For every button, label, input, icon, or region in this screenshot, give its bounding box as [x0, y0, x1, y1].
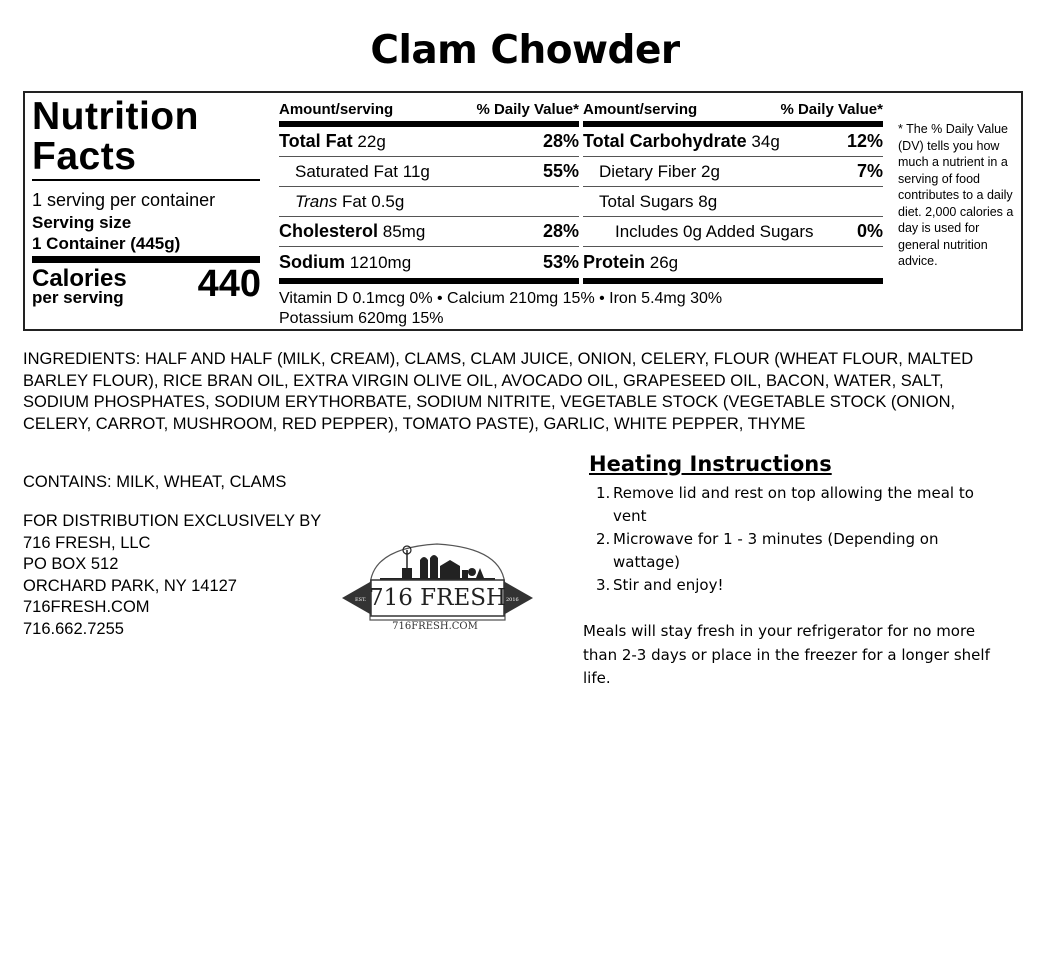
per-serving-label: per serving: [32, 288, 124, 307]
nutrient-name: Total Sugars: [599, 191, 694, 211]
nutrient-name: Trans: [295, 191, 338, 211]
nutrient-row-cholesterol: [279, 217, 579, 247]
nutrient-amount: 26g: [649, 252, 679, 272]
nutrient-name: Total Carbohydrate: [583, 131, 747, 151]
nutrient-name: Dietary Fiber: [599, 161, 697, 181]
nutrient-column-2: [583, 97, 883, 284]
amount-header: Amount/serving: [279, 100, 394, 118]
distributor-website: 716FRESH.COM: [23, 598, 150, 616]
heating-instructions-title: Heating Instructions: [589, 452, 832, 476]
nutrient-amount: 2g: [701, 161, 720, 181]
nutrient-row-sodium: [279, 247, 579, 277]
nutrient-name: Includes 0g Added Sugars: [615, 221, 814, 241]
nutrition-heading-line2: Facts: [32, 135, 137, 178]
product-title: Clam Chowder: [370, 28, 680, 73]
heating-steps: [593, 482, 993, 597]
nutrition-heading-line1: Nutrition: [32, 95, 199, 138]
daily-value-header: % Daily Value*: [780, 100, 883, 118]
step-number: 3.: [596, 576, 611, 594]
nutrition-facts-heading: [32, 97, 199, 177]
nutrient-name: Sodium: [279, 251, 345, 272]
column-header: [279, 97, 579, 121]
step-text: Remove lid and rest on top allowing the meal to vent: [613, 484, 974, 525]
heating-step: [593, 528, 993, 574]
nutrient-amount: 11g: [402, 161, 430, 181]
nutrient-row-saturated-fat: [279, 157, 579, 187]
step-number: 1.: [596, 484, 611, 502]
logo-est-text: EST.: [355, 597, 367, 603]
nutrient-amount: 1210mg: [349, 252, 412, 272]
distributor-phone: 716.662.7255: [23, 619, 124, 638]
serving-size-value: 1 Container (445g): [32, 234, 181, 253]
nutrient-dv: 55%: [542, 161, 579, 181]
nutrient-name: Total Fat: [279, 131, 353, 151]
divider: [32, 179, 260, 181]
nutrient-row-dietary-fiber: [583, 157, 883, 187]
daily-value-header: % Daily Value*: [476, 100, 579, 118]
nutrient-row-total-sugars: [583, 187, 883, 217]
nutrient-dv: 7%: [856, 161, 883, 181]
nutrient-amount: 0.5g: [371, 191, 405, 211]
nutrient-dv: 12%: [846, 131, 883, 151]
column-header: [583, 97, 883, 121]
distributor-line: FOR DISTRIBUTION EXCLUSIVELY BY: [23, 512, 322, 530]
nutrient-dv: 53%: [542, 251, 579, 272]
nutrient-name: Cholesterol: [279, 221, 379, 241]
distributor-info: [23, 511, 321, 640]
vitamins-line: Vitamin D 0.1mcg 0% • Calcium 210mg 15% • Iron 5.4mg 30%: [279, 290, 723, 307]
vitamins-minerals: [279, 289, 722, 329]
logo-year-text: 2016: [506, 597, 519, 603]
calories-value: 440: [197, 263, 261, 305]
nutrient-row-trans-fat: [279, 187, 579, 217]
nutrient-amount: 8g: [698, 191, 718, 211]
logo-brand-text: 716 FRESH: [368, 585, 507, 611]
thick-divider: [583, 278, 883, 284]
nutrient-dv: 28%: [542, 221, 579, 241]
allergen-statement: CONTAINS: MILK, WHEAT, CLAMS: [23, 473, 287, 491]
step-text: Stir and enjoy!: [613, 576, 724, 594]
calories-label: Calories: [32, 265, 127, 292]
distributor-name: 716 FRESH, LLC: [23, 533, 151, 552]
brand-logo: [340, 538, 535, 634]
nutrient-name: Saturated Fat: [295, 161, 399, 181]
nutrient-row-total-fat: [279, 127, 579, 157]
nutrient-amount: 85mg: [382, 222, 426, 241]
nutrient-name-rest: Fat: [341, 191, 367, 211]
daily-value-footnote: * The % Daily Value (DV) tells you how much a nutrient in a serving of food contributes to a daily diet. 2,000 calories a day is used for general nutrition advice.: [898, 122, 1014, 268]
vitamins-line: Potassium 620mg 15%: [279, 310, 444, 327]
heating-step: [593, 574, 993, 597]
distributor-city: ORCHARD PARK, NY 14127: [23, 576, 237, 595]
heating-step: [593, 482, 993, 528]
servings-per-container: 1 serving per container: [32, 190, 216, 210]
ingredients-list: INGREDIENTS: HALF AND HALF (MILK, CREAM), CLAMS, CLAM JUICE, ONION, CELERY, FLOUR (WHEAT FLOUR, MALTED BARLEY FLOUR), RICE BRAN OIL, EXTRA VIRGIN OLIVE OIL, AVOCADO OIL, GRAPESEED OIL, BACON, WATER, SALT, SODIUM PHOSPHATES, SODIUM ERYTHORBATE, SODIUM NITRITE, VEGETABLE STOCK (VEGETABLE STOCK (ONION, CELERY, CARROT, MUSHROOM, RED PEPPER), TOMATO PASTE), GARLIC, WHITE PEPPER, THYME: [23, 350, 974, 433]
step-text: Microwave for 1 - 3 minutes (Depending on wattage): [613, 530, 939, 571]
step-number: 2.: [596, 530, 611, 548]
nutrient-row-protein: [583, 247, 883, 277]
nutrient-row-added-sugars: [583, 217, 883, 247]
nutrient-dv: 28%: [542, 131, 579, 151]
storage-instructions: Meals will stay fresh in your refrigerator for no more than 2-3 days or place in the freezer for a longer shelf life.: [583, 622, 990, 687]
logo-url-text: 716FRESH.COM: [392, 621, 478, 632]
nutrient-amount: 34g: [751, 132, 780, 151]
nutrient-dv: 0%: [856, 221, 883, 241]
nutrient-row-total-carbohydrate: [583, 127, 883, 157]
thick-divider: [32, 256, 260, 263]
amount-header: Amount/serving: [583, 100, 698, 118]
thick-divider: [279, 278, 579, 284]
nutrient-name: Protein: [583, 251, 646, 272]
nutrition-facts-panel: [23, 91, 1023, 331]
distributor-address: PO BOX 512: [23, 555, 119, 573]
nutrient-amount: 22g: [357, 132, 386, 151]
serving-size-label: Serving size: [32, 213, 132, 232]
nutrient-column-1: [279, 97, 579, 284]
